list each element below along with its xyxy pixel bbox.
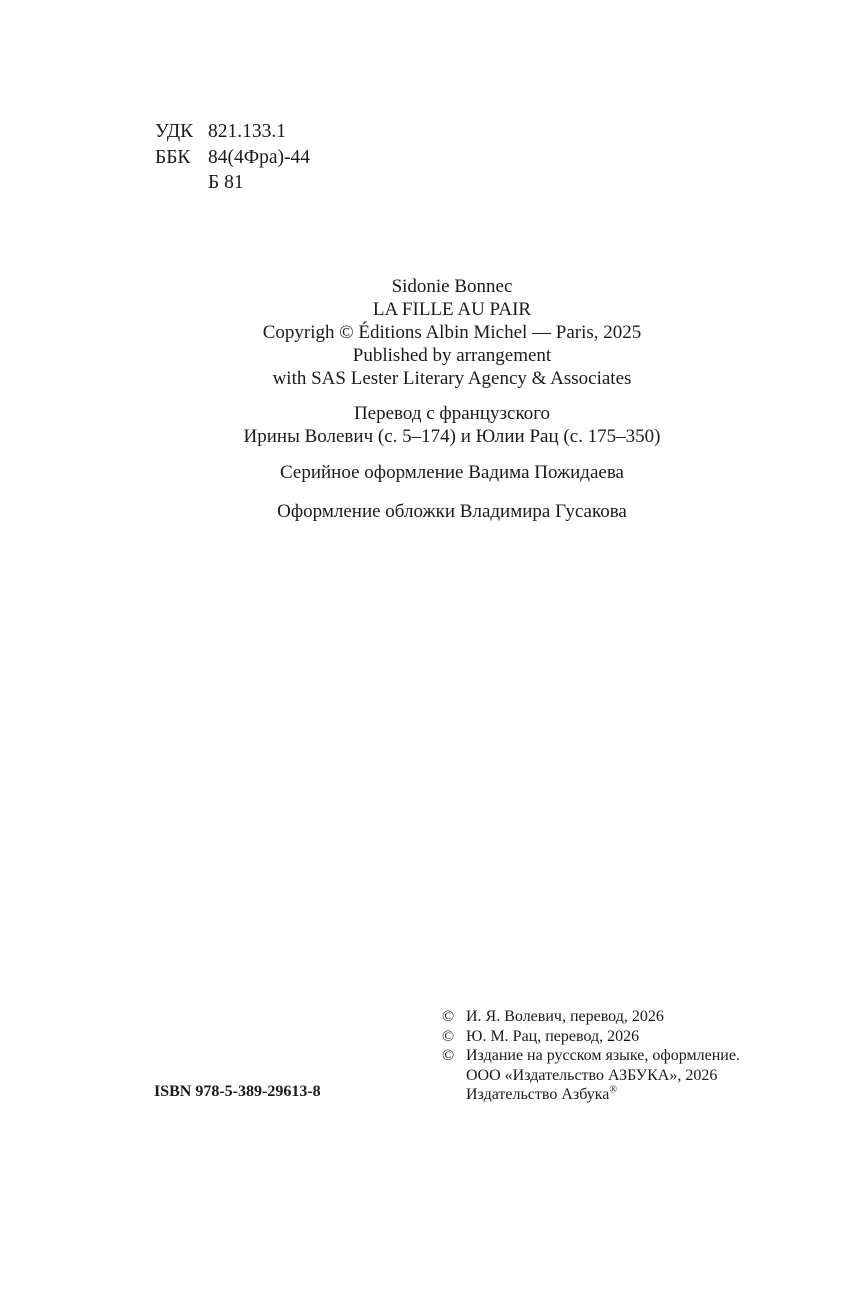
udk-key: УДК	[155, 121, 194, 142]
arrangement-line-2: with SAS Lester Literary Agency & Associates	[272, 368, 632, 389]
series-design-text: Серийное оформление Вадима Пожидаева	[280, 462, 624, 483]
registered-mark: ®	[609, 1084, 617, 1096]
publisher-line: ООО «Издательство АЗБУКА», 2026	[466, 1066, 718, 1084]
copyright-text: Ю. М. Рац, перевод, 2026	[466, 1027, 640, 1045]
cover-design-credit	[0, 500, 856, 523]
publisher-trademark: Издательство Азбука	[466, 1086, 610, 1103]
bbk-key: ББК	[155, 146, 191, 168]
copyright-text: И. Я. Волевич, перевод, 2026	[466, 1008, 664, 1025]
original-title: LA FILLE AU PAIR	[372, 299, 532, 320]
translation-line-1: Перевод с французского	[353, 403, 551, 424]
copyright-notices	[442, 1007, 740, 1105]
arrangement-line-1: Published by arrangement	[352, 345, 552, 366]
author-mark-row	[155, 170, 310, 196]
copyright-continuation	[442, 1085, 740, 1105]
cover-design-text: Оформление обложки Владимира Гусакова	[277, 501, 627, 522]
copyright-text: Издание на русском языке, оформление.	[466, 1047, 740, 1064]
copyright-notice	[442, 1027, 740, 1047]
udk-value: 821.133.1	[208, 121, 286, 142]
copyright-continuation	[442, 1066, 740, 1086]
rights-block	[0, 275, 856, 390]
copyright-notice	[442, 1046, 740, 1066]
series-design-credit	[0, 461, 856, 484]
translation-line-2: Ирины Волевич (с. 5–174) и Юлии Рац (с. 175–350)	[243, 426, 661, 447]
author-mark: Б 81	[208, 172, 244, 193]
bbk-row	[155, 145, 310, 171]
udk-row	[155, 119, 310, 145]
translation-block	[0, 402, 856, 448]
copyright-symbol: ©	[442, 1047, 455, 1064]
bbk-value: 84(4Фра)-44	[208, 146, 311, 168]
isbn: ISBN 978-5-389-29613-8	[154, 1083, 321, 1100]
classification-block	[155, 119, 310, 196]
copyright-symbol: ©	[442, 1027, 455, 1045]
original-copyright: Copyrigh © Éditions Albin Michel — Paris, 2025	[262, 322, 642, 343]
original-author: Sidonie Bonnec	[391, 276, 513, 297]
copyright-symbol: ©	[442, 1008, 455, 1025]
copyright-notice	[442, 1007, 740, 1027]
